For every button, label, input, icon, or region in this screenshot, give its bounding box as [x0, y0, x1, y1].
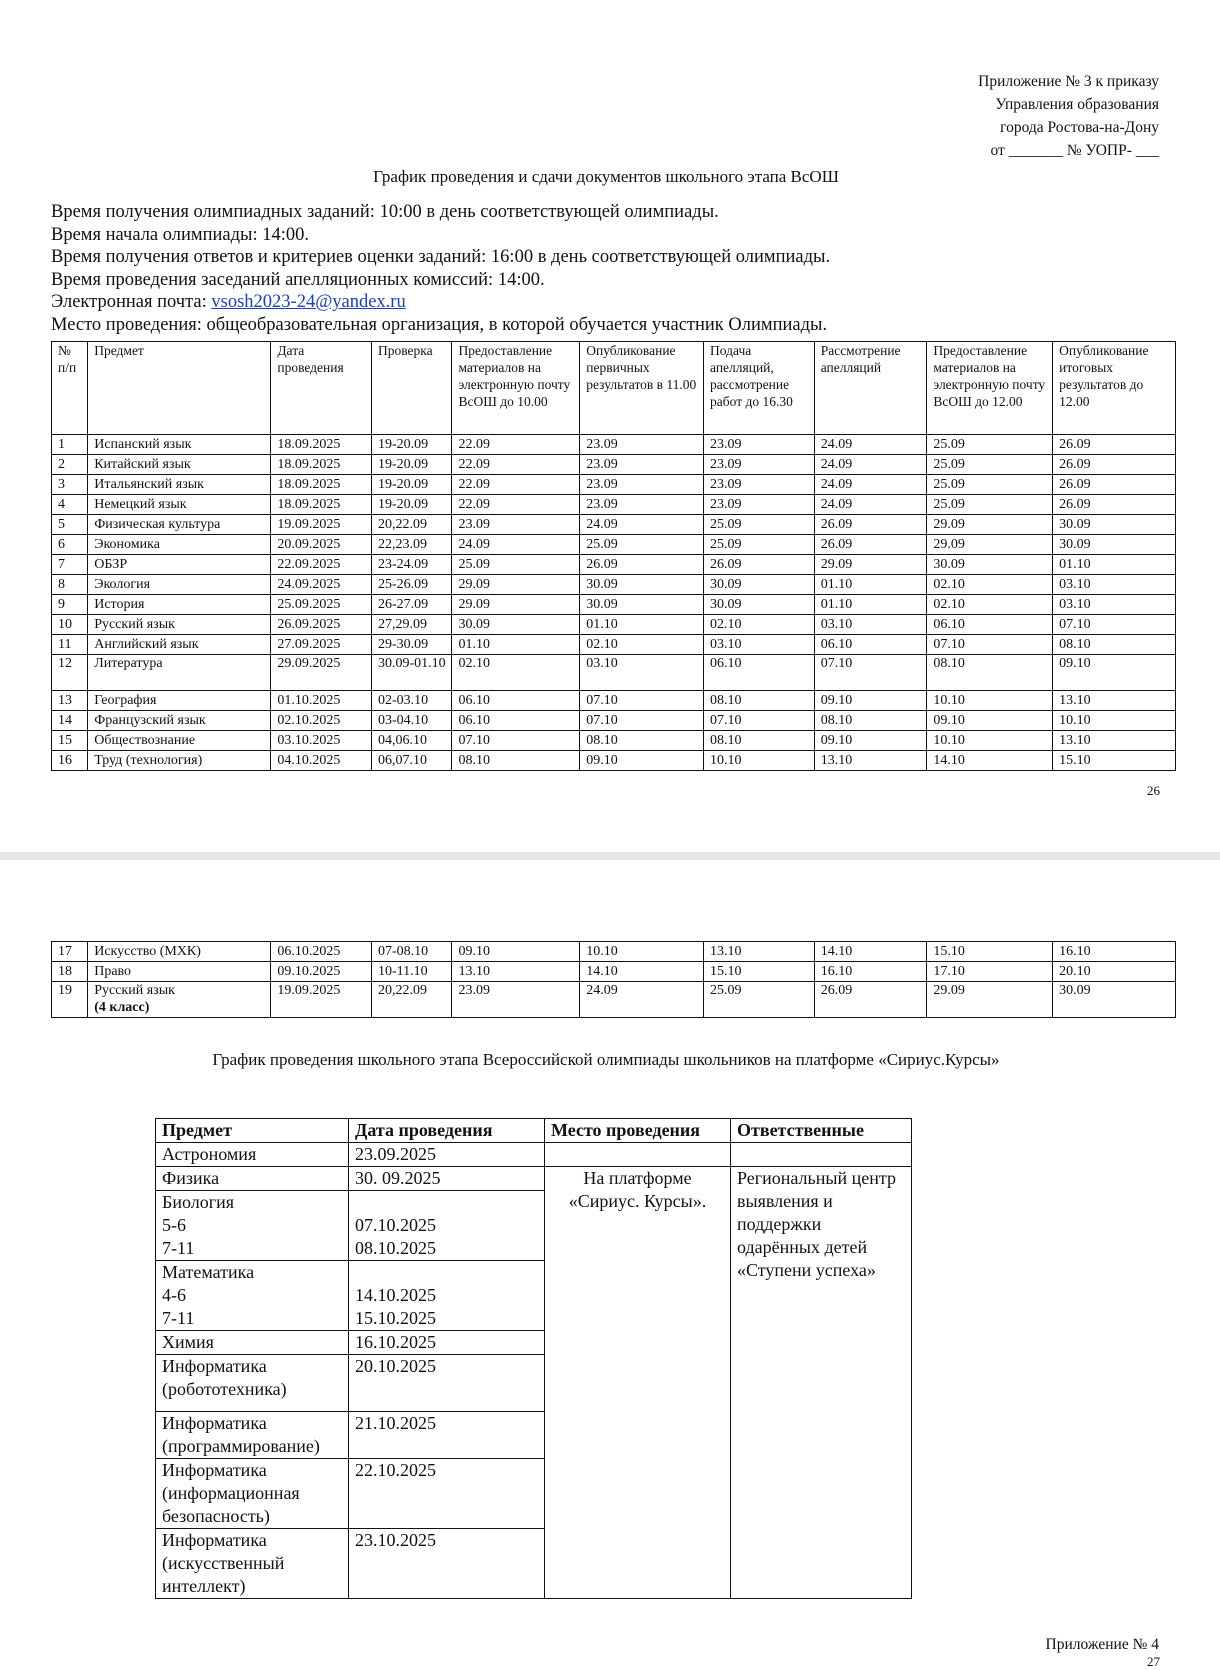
table-cell: Физическая культура — [88, 515, 271, 535]
table-cell: 3 — [52, 475, 88, 495]
column-header: Опубликование первичных результатов в 11.00 — [580, 342, 704, 435]
grade-range: 4-6 — [162, 1285, 186, 1305]
table-cell: 03.10 — [814, 615, 927, 635]
subject-name: Информатика — [162, 1530, 267, 1550]
grade-range: 7-11 — [162, 1238, 195, 1258]
table-cell: 17.10 — [927, 962, 1053, 982]
info-line: Время получения олимпиадных заданий: 10:00 в день соответствующей олимпиады. — [51, 202, 719, 222]
table-cell: 30.09 — [1053, 535, 1176, 555]
table-cell: 24.09 — [814, 435, 927, 455]
table-cell: 14.10 — [580, 962, 704, 982]
appendix-line: Управления образования — [995, 96, 1159, 113]
table-cell: 24.09 — [814, 475, 927, 495]
table-row — [52, 435, 1176, 455]
table-row — [52, 942, 1176, 962]
subject-cell — [156, 1412, 349, 1459]
sirius-table — [155, 1118, 912, 1599]
table-cell: 16.10 — [814, 962, 927, 982]
table-cell: 08.10 — [704, 731, 815, 751]
column-header: Опубликование итоговых результатов до 12.00 — [1053, 342, 1176, 435]
table-cell: 30.09 — [580, 595, 704, 615]
table-cell: 18.09.2025 — [271, 495, 372, 515]
date-cell: 23.09.2025 — [349, 1143, 545, 1167]
subject-cell — [156, 1261, 349, 1331]
table-cell: Китайский язык — [88, 455, 271, 475]
table-cell: 23.09 — [704, 495, 815, 515]
table-cell: 29.09.2025 — [271, 655, 372, 691]
sirius-header-row — [156, 1119, 912, 1143]
table-cell: 25.09 — [580, 535, 704, 555]
table-cell: 24.09 — [814, 495, 927, 515]
subject-detail: интеллект) — [162, 1576, 246, 1596]
appendix-3-header — [978, 70, 1159, 162]
table-cell: 02.10 — [927, 575, 1053, 595]
table-row — [52, 495, 1176, 515]
table-cell: ОБЗР — [88, 555, 271, 575]
table-cell: 09.10 — [814, 731, 927, 751]
column-header: Предмет — [88, 342, 271, 435]
grade-range: 7-11 — [162, 1308, 195, 1328]
table-cell: 7 — [52, 555, 88, 575]
table-cell: 24.09 — [580, 982, 704, 1018]
table-cell: 02.10 — [452, 655, 580, 691]
table-cell: 17 — [52, 942, 88, 962]
responsible-cell: Региональный центр выявления и поддержки одарённых детей «Ступени успеха» — [731, 1167, 912, 1599]
table-cell: 06.10 — [927, 615, 1053, 635]
table-row — [52, 555, 1176, 575]
empty-cell — [545, 1143, 731, 1167]
table-cell: 18 — [52, 962, 88, 982]
table-cell: 15 — [52, 731, 88, 751]
table-cell: 07.10 — [704, 711, 815, 731]
table-cell: 06.10 — [814, 635, 927, 655]
table-cell: 01.10 — [1053, 555, 1176, 575]
table-cell: 16 — [52, 751, 88, 771]
table-cell: 19-20.09 — [371, 435, 452, 455]
table-row — [52, 691, 1176, 711]
subject-detail: (робототехника) — [162, 1379, 287, 1399]
date-cell — [349, 1261, 545, 1331]
table-cell: 30.09 — [580, 575, 704, 595]
subject-cell: Физика — [156, 1167, 349, 1191]
subject-cell — [156, 1529, 349, 1599]
table-cell: 07.10 — [580, 691, 704, 711]
table-cell: 02.10 — [704, 615, 815, 635]
table-cell: 29.09 — [452, 575, 580, 595]
table-cell: 19-20.09 — [371, 475, 452, 495]
table-cell: 22.09 — [452, 435, 580, 455]
table-cell: 26.09 — [814, 535, 927, 555]
table-row — [156, 1143, 912, 1167]
subject-name: Математика — [162, 1262, 255, 1282]
table-cell: 04,06.10 — [371, 731, 452, 751]
table-row — [52, 535, 1176, 555]
table-cell: 29.09 — [927, 535, 1053, 555]
subject-name: Биология — [162, 1192, 235, 1212]
table-cell: 20,22.09 — [371, 982, 452, 1018]
table-cell: 15.10 — [704, 962, 815, 982]
grade-note: (4 класс) — [94, 1000, 150, 1015]
email-label: Электронная почта: — [51, 292, 212, 312]
table-cell: 23.09 — [452, 515, 580, 535]
table-cell: 1 — [52, 435, 88, 455]
table-cell: 25.09 — [704, 515, 815, 535]
table-cell: 23.09 — [704, 475, 815, 495]
table-cell: 23.09 — [704, 455, 815, 475]
table-cell: 01.10 — [814, 595, 927, 615]
table-cell: 15.10 — [1053, 751, 1176, 771]
column-header: Место проведения — [545, 1119, 731, 1143]
table-cell: 08.10 — [704, 691, 815, 711]
appendix-line: от _______ № УОПР- ___ — [990, 142, 1159, 159]
table-cell: 9 — [52, 595, 88, 615]
table-cell: 04.10.2025 — [271, 751, 372, 771]
table-cell: 30.09 — [1053, 982, 1176, 1018]
table-cell: 02-03.10 — [371, 691, 452, 711]
table-row — [52, 982, 1176, 1018]
appendix-line: города Ростова-на-Дону — [1000, 119, 1159, 136]
table-cell: Немецкий язык — [88, 495, 271, 515]
table-cell: 2 — [52, 455, 88, 475]
table-cell: 29.09 — [927, 515, 1053, 535]
table-cell: 20.09.2025 — [271, 535, 372, 555]
table-cell: 20.10 — [1053, 962, 1176, 982]
table-cell: 29-30.09 — [371, 635, 452, 655]
table-row — [52, 595, 1176, 615]
table-cell: 23.09 — [580, 455, 704, 475]
table-cell: 23.09 — [580, 495, 704, 515]
table-cell: 23.09 — [580, 435, 704, 455]
table-cell: 5 — [52, 515, 88, 535]
date-value: 08.10.2025 — [355, 1238, 436, 1258]
table-cell: 12 — [52, 655, 88, 691]
table-cell: 01.10 — [452, 635, 580, 655]
table-cell: Искусство (МХК) — [88, 942, 271, 962]
column-header: № п/п — [52, 342, 88, 435]
table-cell: Экология — [88, 575, 271, 595]
date-cell: 23.10.2025 — [349, 1529, 545, 1599]
table-cell: 22.09 — [452, 455, 580, 475]
table-cell: 11 — [52, 635, 88, 655]
table-cell: 30.09 — [704, 595, 815, 615]
table-cell: 09.10.2025 — [271, 962, 372, 982]
table-cell: 29.09 — [452, 595, 580, 615]
table-cell: 09.10 — [452, 942, 580, 962]
table-cell: 24.09.2025 — [271, 575, 372, 595]
info-line: Место проведения: общеобразовательная организация, в которой обучается участник Олимпиады. — [51, 314, 828, 335]
info-line: Время проведения заседаний апелляционных комиссий: 14:00. — [51, 269, 545, 290]
table-cell: 07.10 — [452, 731, 580, 751]
column-header: Предмет — [156, 1119, 349, 1143]
table-cell: 07.10 — [1053, 615, 1176, 635]
table-cell: 09.10 — [580, 751, 704, 771]
table-cell: 13.10 — [814, 751, 927, 771]
column-header: Ответственные — [731, 1119, 912, 1143]
table-cell: 26.09 — [1053, 495, 1176, 515]
appendix-4-label: Приложение № 4 — [1045, 1636, 1159, 1653]
table-cell: 25.09 — [927, 455, 1053, 475]
olympiad-info — [51, 201, 830, 336]
table-cell: 22.09 — [452, 475, 580, 495]
table-cell: 23-24.09 — [371, 555, 452, 575]
table-cell: Право — [88, 962, 271, 982]
table-cell: 09.10 — [927, 711, 1053, 731]
table-cell: 8 — [52, 575, 88, 595]
subject-cell — [156, 1191, 349, 1261]
date-cell: 30. 09.2025 — [349, 1167, 545, 1191]
table-cell: Итальянский язык — [88, 475, 271, 495]
table-row — [52, 615, 1176, 635]
page-separator — [0, 852, 1220, 860]
table-cell: 13 — [52, 691, 88, 711]
info-line: Время получения ответов и критериев оценки заданий: 16:00 в день соответствующей олимпиады. — [51, 247, 831, 267]
table-cell: 23.09 — [580, 475, 704, 495]
table-cell: 09.10 — [814, 691, 927, 711]
table-cell: 06,07.10 — [371, 751, 452, 771]
table-cell: 26-27.09 — [371, 595, 452, 615]
table-cell: 03.10 — [1053, 595, 1176, 615]
table-cell: 03.10 — [580, 655, 704, 691]
table-cell: 08.10 — [814, 711, 927, 731]
table-cell: 25.09 — [704, 982, 815, 1018]
table-cell: 24.09 — [814, 455, 927, 475]
table-cell: Литература — [88, 655, 271, 691]
table-cell: 26.09 — [1053, 435, 1176, 455]
table-cell: 26.09 — [580, 555, 704, 575]
table-cell: 09.10 — [1053, 655, 1176, 691]
table-cell: 25.09 — [927, 495, 1053, 515]
column-header: Рассмотрение апелляций — [814, 342, 927, 435]
table-row — [52, 475, 1176, 495]
table-row — [52, 575, 1176, 595]
table-cell: 07.10 — [814, 655, 927, 691]
table-cell: 06.10.2025 — [271, 942, 372, 962]
empty-cell — [731, 1143, 912, 1167]
subject-detail: (программирование) — [162, 1436, 320, 1456]
schedule-table-continued — [51, 941, 1176, 1018]
subject-name: Информатика — [162, 1413, 267, 1433]
table-cell: 07-08.10 — [371, 942, 452, 962]
table-cell: 6 — [52, 535, 88, 555]
table-row — [52, 962, 1176, 982]
table-cell: 01.10 — [814, 575, 927, 595]
column-header: Подача апелляций, рассмотрение работ до 16.30 — [704, 342, 815, 435]
subject-name: Информатика — [162, 1356, 267, 1376]
table-cell: 03.10.2025 — [271, 731, 372, 751]
sirius-schedule-title: График проведения школьного этапа Всероссийской олимпиады школьников на платформе «Сириус.Курсы» — [212, 1050, 1000, 1069]
info-line: Время начала олимпиады: 14:00. — [51, 224, 309, 245]
page-number: 26 — [1147, 783, 1160, 798]
table-cell: 23.09 — [452, 982, 580, 1018]
date-cell: 22.10.2025 — [349, 1459, 545, 1529]
date-cell: 21.10.2025 — [349, 1412, 545, 1459]
table-cell: 25.09 — [927, 435, 1053, 455]
table-cell: 08.10 — [1053, 635, 1176, 655]
column-header: Проверка — [371, 342, 452, 435]
table-cell: 22,23.09 — [371, 535, 452, 555]
table-cell: 10.10 — [580, 942, 704, 962]
table-cell: Русский язык — [88, 615, 271, 635]
subject-cell — [156, 1459, 349, 1529]
table-cell: 10.10 — [704, 751, 815, 771]
table-cell: 08.10 — [580, 731, 704, 751]
table-row — [52, 751, 1176, 771]
table-cell: 13.10 — [704, 942, 815, 962]
table-cell: 19-20.09 — [371, 495, 452, 515]
page-number: 27 — [1147, 1654, 1160, 1669]
table-cell: 10.10 — [927, 691, 1053, 711]
table-cell: 25.09 — [927, 475, 1053, 495]
date-cell: 20.10.2025 — [349, 1355, 545, 1412]
table-cell: 24.09 — [580, 515, 704, 535]
table-cell: 06.10 — [704, 655, 815, 691]
table-cell: 29.09 — [814, 555, 927, 575]
column-header: Предоставление материалов на электронную почту ВсОШ до 10.00 — [452, 342, 580, 435]
schedule-header-row — [52, 342, 1176, 435]
table-cell: География — [88, 691, 271, 711]
place-cell: На платформе «Сириус. Курсы». — [545, 1167, 731, 1599]
table-cell: 30.09 — [704, 575, 815, 595]
table-cell: 22.09 — [452, 495, 580, 515]
table-cell: 06.10 — [452, 691, 580, 711]
table-cell: 25.09.2025 — [271, 595, 372, 615]
table-cell: 29.09 — [927, 982, 1053, 1018]
date-value: 07.10.2025 — [355, 1215, 436, 1235]
table-cell: 01.10.2025 — [271, 691, 372, 711]
table-cell: Английский язык — [88, 635, 271, 655]
table-cell: История — [88, 595, 271, 615]
column-header: Дата проведения — [349, 1119, 545, 1143]
table-row — [52, 515, 1176, 535]
table-cell: 25.09 — [452, 555, 580, 575]
schedule-table — [51, 341, 1176, 771]
table-cell: 03.10 — [1053, 575, 1176, 595]
table-cell: 20,22.09 — [371, 515, 452, 535]
table-cell: 27,29.09 — [371, 615, 452, 635]
table-cell: 02.10 — [580, 635, 704, 655]
table-cell: 15.10 — [927, 942, 1053, 962]
table-cell: 26.09 — [1053, 455, 1176, 475]
table-cell: 14.10 — [814, 942, 927, 962]
table-cell: 18.09.2025 — [271, 455, 372, 475]
table-cell: 19.09.2025 — [271, 982, 372, 1018]
table-cell: 25-26.09 — [371, 575, 452, 595]
table-cell: 13.10 — [1053, 731, 1176, 751]
table-cell: 16.10 — [1053, 942, 1176, 962]
table-cell: 02.10.2025 — [271, 711, 372, 731]
date-cell: 16.10.2025 — [349, 1331, 545, 1355]
table-cell: 02.10 — [927, 595, 1053, 615]
date-cell — [349, 1191, 545, 1261]
table-cell: 30.09-01.10 — [371, 655, 452, 691]
table-cell: 25.09 — [704, 535, 815, 555]
table-cell: 19.09.2025 — [271, 515, 372, 535]
table-cell: Экономика — [88, 535, 271, 555]
subject-detail: безопасность) — [162, 1506, 270, 1526]
table-row — [52, 731, 1176, 751]
table-cell: 10 — [52, 615, 88, 635]
table-cell: 18.09.2025 — [271, 475, 372, 495]
schedule-title: График проведения и сдачи документов школьного этапа ВсОШ — [373, 167, 839, 186]
table-cell: Труд (технология) — [88, 751, 271, 771]
table-cell: 4 — [52, 495, 88, 515]
table-cell: 19-20.09 — [371, 455, 452, 475]
table-row — [52, 655, 1176, 691]
table-cell: 10-11.10 — [371, 962, 452, 982]
email-line — [51, 291, 830, 314]
email-link[interactable]: vsosh2023-24@yandex.ru — [211, 292, 406, 312]
table-cell: 13.10 — [452, 962, 580, 982]
subject-cell: Химия — [156, 1331, 349, 1355]
subject-detail: (искусственный — [162, 1553, 285, 1573]
table-cell: 19 — [52, 982, 88, 1018]
column-header: Предоставление материалов на электронную почту ВсОШ до 12.00 — [927, 342, 1053, 435]
table-cell: Русский язык (4 класс) — [88, 982, 271, 1018]
table-cell: Обществознание — [88, 731, 271, 751]
table-cell: 06.10 — [452, 711, 580, 731]
table-cell: 26.09 — [814, 982, 927, 1018]
grade-range: 5-6 — [162, 1215, 186, 1235]
appendix-line: Приложение № 3 к приказу — [978, 73, 1159, 90]
date-value: 15.10.2025 — [355, 1308, 436, 1328]
subject-name: Информатика — [162, 1460, 267, 1480]
table-cell: 27.09.2025 — [271, 635, 372, 655]
date-value: 14.10.2025 — [355, 1285, 436, 1305]
table-row — [52, 635, 1176, 655]
subject-cell: Астрономия — [156, 1143, 349, 1167]
table-row — [52, 711, 1176, 731]
subject-cell — [156, 1355, 349, 1412]
table-cell: 30.09 — [927, 555, 1053, 575]
table-row — [52, 455, 1176, 475]
table-cell: 03.10 — [704, 635, 815, 655]
table-cell: 08.10 — [927, 655, 1053, 691]
table-cell: 24.09 — [452, 535, 580, 555]
table-cell: 26.09 — [814, 515, 927, 535]
table-cell: 10.10 — [927, 731, 1053, 751]
table-cell: 07.10 — [580, 711, 704, 731]
table-cell: 30.09 — [1053, 515, 1176, 535]
table-cell: 26.09.2025 — [271, 615, 372, 635]
table-cell: 14 — [52, 711, 88, 731]
table-cell: 23.09 — [704, 435, 815, 455]
table-cell: 26.09 — [704, 555, 815, 575]
table-cell: 18.09.2025 — [271, 435, 372, 455]
table-cell: 08.10 — [452, 751, 580, 771]
table-cell: 30.09 — [452, 615, 580, 635]
column-header: Дата проведения — [271, 342, 372, 435]
table-cell: 01.10 — [580, 615, 704, 635]
table-cell: 22.09.2025 — [271, 555, 372, 575]
table-cell: 13.10 — [1053, 691, 1176, 711]
table-cell: Испанский язык — [88, 435, 271, 455]
subject-detail: (информационная — [162, 1483, 300, 1503]
table-row — [156, 1167, 912, 1191]
table-cell: 07.10 — [927, 635, 1053, 655]
table-cell: 10.10 — [1053, 711, 1176, 731]
table-cell: Французский язык — [88, 711, 271, 731]
table-cell: 03-04.10 — [371, 711, 452, 731]
table-cell: 14.10 — [927, 751, 1053, 771]
table-cell: 26.09 — [1053, 475, 1176, 495]
